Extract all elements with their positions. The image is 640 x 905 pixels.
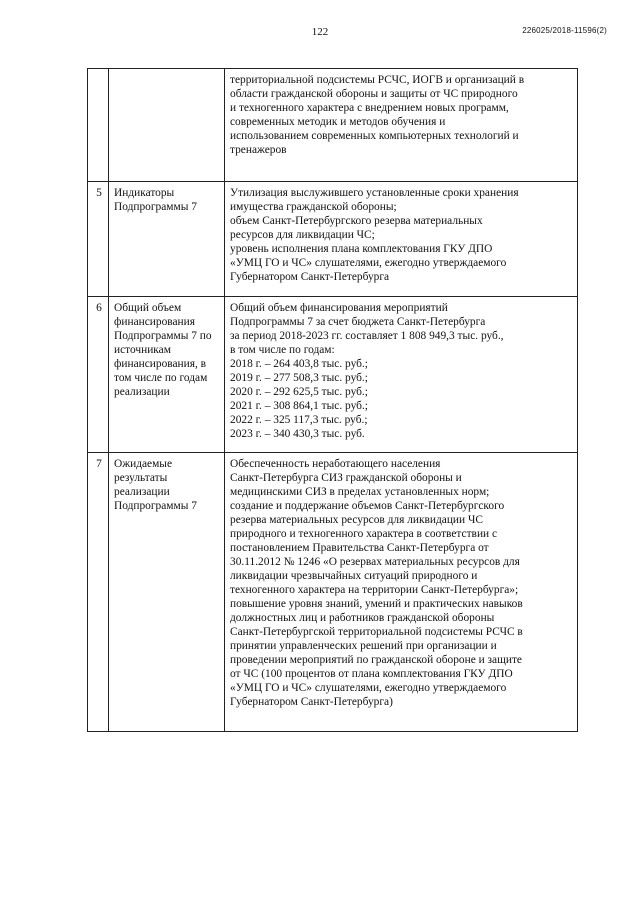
label-line: реализации: [114, 486, 170, 498]
content-line: резерва материальных ресурсов для ликвидации ЧС: [230, 514, 483, 526]
content-line: 2021 г. – 308 864,1 тыс. руб.;: [230, 400, 368, 412]
content-line: Общий объем финансирования мероприятий: [230, 302, 448, 314]
table-row: [88, 69, 578, 182]
label-line: Подпрограммы 7: [114, 500, 197, 512]
content-line: Подпрограммы 7 за счет бюджета Санкт-Петербурга: [230, 316, 486, 328]
table-row: [88, 182, 578, 297]
content-line: должностных лиц и работников гражданской обороны: [230, 612, 495, 624]
row-label: [109, 453, 225, 732]
content-line: тренажеров: [230, 144, 287, 156]
label-line: реализации: [114, 386, 170, 398]
label-line: том числе по годам: [114, 372, 208, 384]
content-line: 2020 г. – 292 625,5 тыс. руб.;: [230, 386, 368, 398]
document-code: 226025/2018-11596(2): [522, 26, 607, 35]
content-line: повышение уровня знаний, умений и практических навыков: [230, 598, 523, 610]
label-line: источникам: [114, 344, 171, 356]
content-line: в том числе по годам:: [230, 344, 335, 356]
content-line: постановлением Правительства Санкт-Петербурга от: [230, 542, 489, 554]
content-line: имущества гражданской обороны;: [230, 201, 397, 213]
subprogram-passport-table: [87, 68, 578, 732]
content-line: «УМЦ ГО и ЧС» слушателями, ежегодно утверждаемого: [230, 682, 507, 694]
content-line: и техногенного характера с внедрением новых программ,: [230, 102, 509, 114]
label-line: финансирования: [114, 316, 195, 328]
content-line: за период 2018-2023 гг. составляет 1 808 949,3 тыс. руб.,: [230, 330, 504, 342]
content-line: медицинскими СИЗ в пределах установленных норм;: [230, 486, 490, 498]
content-line: Санкт-Петербургской территориальной подсистемы РСЧС в: [230, 626, 523, 638]
content-line: проведении мероприятий по гражданской обороне и защите: [230, 654, 522, 666]
content-line: «УМЦ ГО и ЧС» слушателями, ежегодно утверждаемого: [230, 257, 507, 269]
content-line: 30.11.2012 № 1246 «О резервах материальных ресурсов для: [230, 556, 520, 568]
label-line: Ожидаемые: [114, 458, 173, 470]
content-line: техногенного характера на территории Санкт-Петербурга»;: [230, 584, 519, 596]
row-number: [88, 69, 109, 182]
label-line: Индикаторы: [114, 187, 175, 199]
label-line: финансирования, в: [114, 358, 207, 370]
content-line: Утилизация выслужившего установленные сроки хранения: [230, 187, 519, 199]
content-line: 2022 г. – 325 117,3 тыс. руб.;: [230, 414, 368, 426]
row-number: 7: [88, 453, 109, 732]
content-line: Губернатором Санкт-Петербурга): [230, 696, 393, 708]
row-number: 6: [88, 297, 109, 453]
content-line: ликвидации чрезвычайных ситуаций природного и: [230, 570, 478, 582]
content-line: Санкт-Петербурга СИЗ гражданской обороны и: [230, 472, 462, 484]
content-line: ресурсов для ликвидации ЧС;: [230, 229, 375, 241]
content-line: создание и поддержание объемов Санкт-Петербургского: [230, 500, 505, 512]
row-content: [225, 69, 578, 182]
label-line: Подпрограммы 7: [114, 201, 197, 213]
row-label: [109, 69, 225, 182]
content-line: уровень исполнения плана комплектования ГКУ ДПО: [230, 243, 493, 255]
content-line: области гражданской обороны и защиты от ЧС природного: [230, 88, 518, 100]
row-number: 5: [88, 182, 109, 297]
table-row: [88, 453, 578, 732]
label-line: Подпрограммы 7 по: [114, 330, 212, 342]
content-line: территориальной подсистемы РСЧС, ИОГВ и организаций в: [230, 74, 525, 86]
page-number: 122: [311, 26, 329, 38]
content-line: 2018 г. – 264 403,8 тыс. руб.;: [230, 358, 368, 370]
row-content: [225, 453, 578, 732]
content-line: Губернатором Санкт-Петербурга: [230, 271, 390, 283]
content-line: объем Санкт-Петербургского резерва материальных: [230, 215, 483, 227]
content-line: современных методик и методов обучения и: [230, 116, 446, 128]
row-content: [225, 182, 578, 297]
row-content: [225, 297, 578, 453]
content-line: Обеспеченность неработающего населения: [230, 458, 441, 470]
row-label: [109, 182, 225, 297]
label-line: результаты: [114, 472, 168, 484]
row-label: [109, 297, 225, 453]
content-line: использованием современных компьютерных технологий и: [230, 130, 519, 142]
content-line: принятии управленческих решений при организации и: [230, 640, 497, 652]
content-line: 2019 г. – 277 508,3 тыс. руб.;: [230, 372, 368, 384]
label-line: Общий объем: [114, 302, 182, 314]
content-line: природного и техногенного характера в соответствии с: [230, 528, 498, 540]
content-line: от ЧС (100 процентов от плана комплектования ГКУ ДПО: [230, 668, 513, 680]
content-line: 2023 г. – 340 430,3 тыс. руб.: [230, 428, 365, 440]
table-row: [88, 297, 578, 453]
